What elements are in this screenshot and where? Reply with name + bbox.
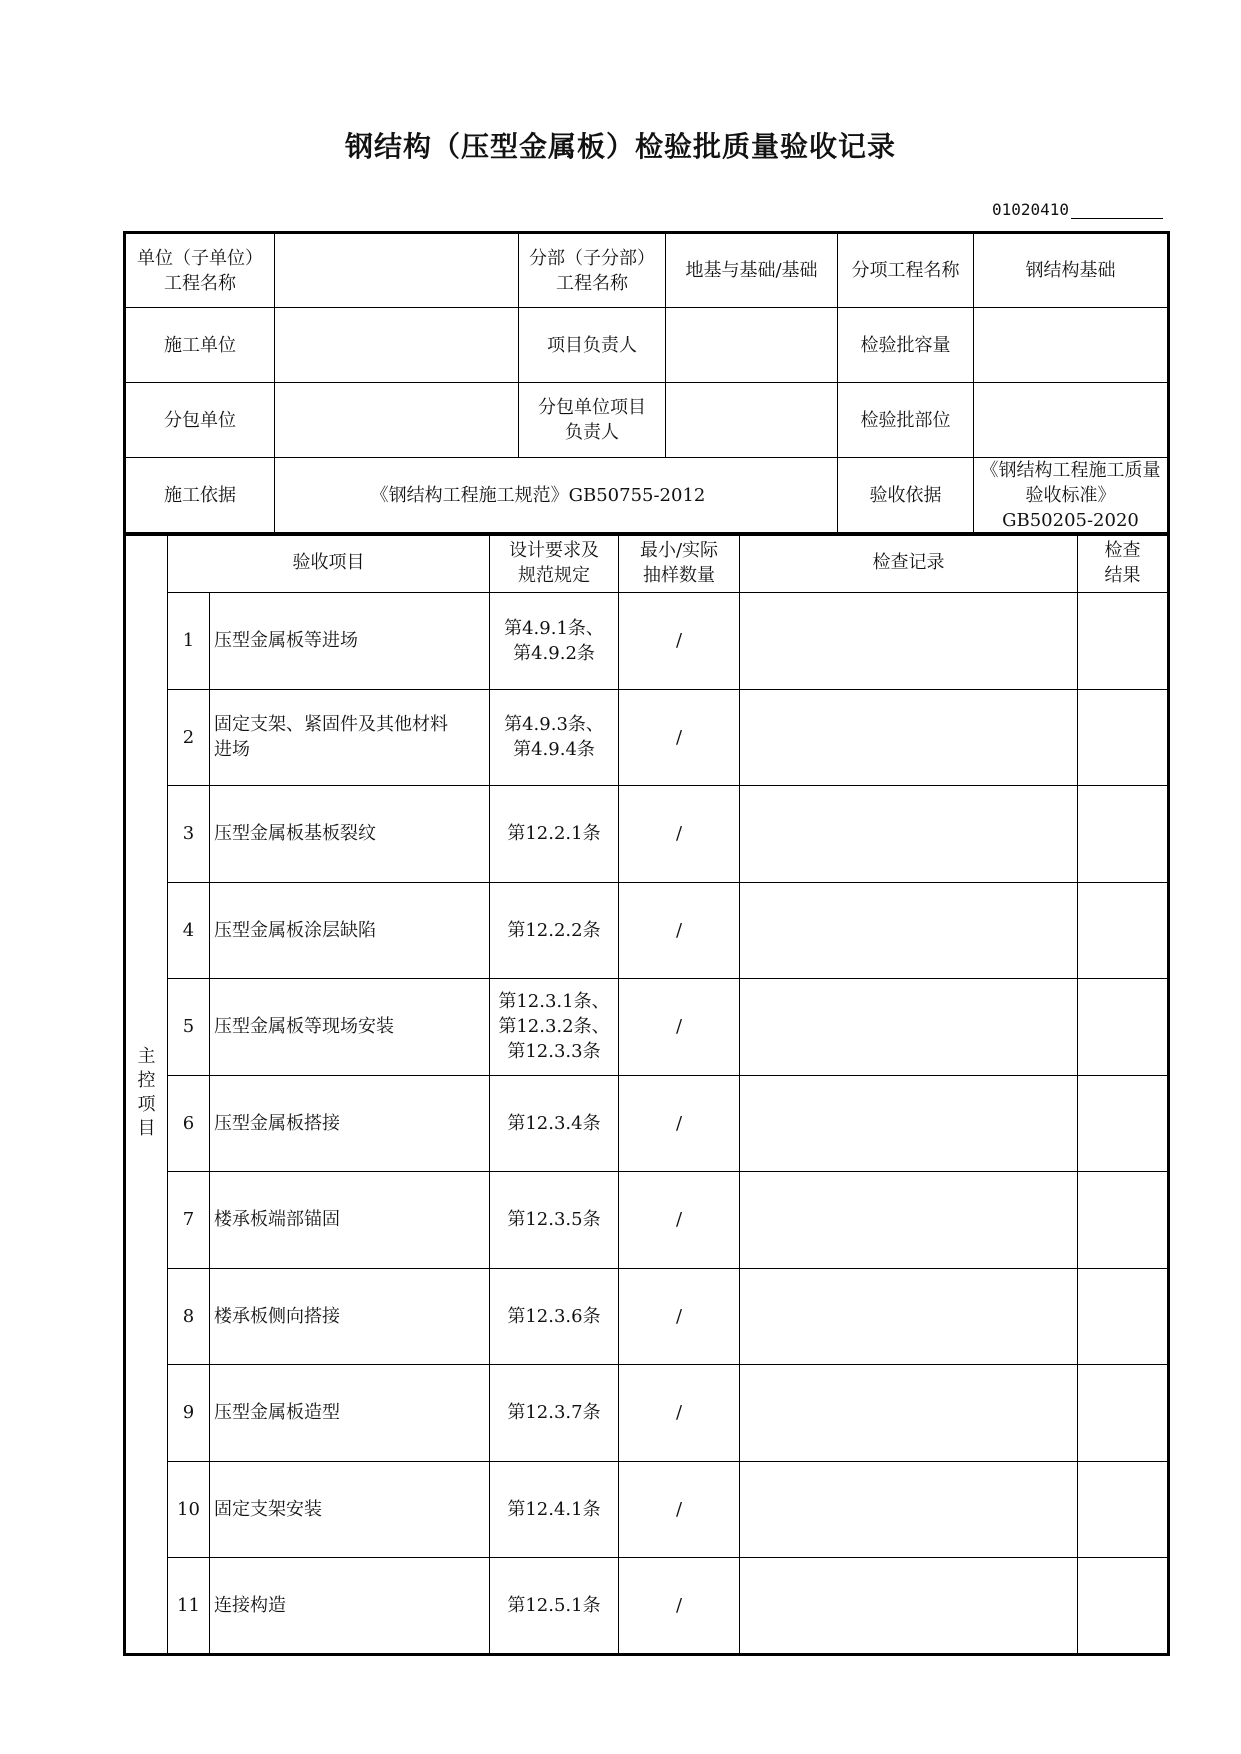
row-item: 固定支架安装 xyxy=(210,1461,490,1558)
header-row-4 xyxy=(125,458,1169,535)
row-number: 7 xyxy=(168,1172,210,1269)
row-item: 固定支架、紧固件及其他材料 进场 xyxy=(210,689,490,786)
table-row xyxy=(125,1558,1169,1655)
row-item: 压型金属板造型 xyxy=(210,1365,490,1462)
row-clause: 第12.2.2条 xyxy=(490,882,619,979)
table-row xyxy=(125,882,1169,979)
row-record[interactable] xyxy=(740,786,1078,883)
row-record[interactable] xyxy=(740,593,1078,690)
table-row xyxy=(125,1075,1169,1172)
row-clause: 第12.3.5条 xyxy=(490,1172,619,1269)
row-record[interactable] xyxy=(740,1075,1078,1172)
row-sample[interactable]: / xyxy=(619,1268,740,1365)
row-clause: 第12.4.1条 xyxy=(490,1461,619,1558)
row-result[interactable] xyxy=(1078,1268,1169,1365)
document-number xyxy=(992,200,1170,219)
document-number-line xyxy=(1071,204,1163,219)
sub-pm-value[interactable] xyxy=(666,383,838,458)
capacity-value[interactable] xyxy=(974,308,1169,383)
row-record[interactable] xyxy=(740,1461,1078,1558)
row-number: 3 xyxy=(168,786,210,883)
pm-value[interactable] xyxy=(666,308,838,383)
row-sample[interactable]: / xyxy=(619,979,740,1076)
row-sample[interactable]: / xyxy=(619,786,740,883)
row-number: 1 xyxy=(168,593,210,690)
row-sample[interactable]: / xyxy=(619,689,740,786)
row-record[interactable] xyxy=(740,979,1078,1076)
row-number: 5 xyxy=(168,979,210,1076)
location-value[interactable] xyxy=(974,383,1169,458)
row-item: 压型金属板等进场 xyxy=(210,593,490,690)
contractor-value[interactable] xyxy=(275,308,519,383)
row-clause: 第12.3.1条、 第12.3.2条、 第12.3.3条 xyxy=(490,979,619,1076)
table-row xyxy=(125,1268,1169,1365)
row-clause: 第12.5.1条 xyxy=(490,1558,619,1655)
row-number: 2 xyxy=(168,689,210,786)
header-row-1 xyxy=(125,233,1169,308)
basis-label: 施工依据 xyxy=(125,458,275,535)
document-code: 01020410 xyxy=(992,200,1070,219)
row-number: 10 xyxy=(168,1461,210,1558)
unit-label: 单位（子单位） 工程名称 xyxy=(125,233,275,308)
row-record[interactable] xyxy=(740,1268,1078,1365)
subitem-value[interactable]: 钢结构基础 xyxy=(974,233,1169,308)
row-result[interactable] xyxy=(1078,1075,1169,1172)
table-row xyxy=(125,593,1169,690)
row-number: 6 xyxy=(168,1075,210,1172)
row-number: 8 xyxy=(168,1268,210,1365)
row-clause: 第12.3.7条 xyxy=(490,1365,619,1462)
row-record[interactable] xyxy=(740,882,1078,979)
row-number: 11 xyxy=(168,1558,210,1655)
table-row xyxy=(125,689,1169,786)
col-header-item: 验收项目 xyxy=(168,533,490,593)
row-item: 楼承板侧向搭接 xyxy=(210,1268,490,1365)
header-row-2 xyxy=(125,308,1169,383)
row-clause: 第12.2.1条 xyxy=(490,786,619,883)
row-clause: 第4.9.3条、 第4.9.4条 xyxy=(490,689,619,786)
row-result[interactable] xyxy=(1078,979,1169,1076)
table-row xyxy=(125,1172,1169,1269)
row-clause: 第12.3.4条 xyxy=(490,1075,619,1172)
row-record[interactable] xyxy=(740,1558,1078,1655)
division-label: 分部（子分部） 工程名称 xyxy=(519,233,666,308)
row-result[interactable] xyxy=(1078,689,1169,786)
col-header-design: 设计要求及 规范规定 xyxy=(490,533,619,593)
basis-value[interactable]: 《钢结构工程施工规范》GB50755-2012 xyxy=(275,458,838,535)
row-sample[interactable]: / xyxy=(619,1461,740,1558)
row-item: 压型金属板等现场安装 xyxy=(210,979,490,1076)
subitem-label: 分项工程名称 xyxy=(838,233,974,308)
unit-value[interactable] xyxy=(275,233,519,308)
row-item: 压型金属板涂层缺陷 xyxy=(210,882,490,979)
col-header-result: 检查 结果 xyxy=(1078,533,1169,593)
row-item: 楼承板端部锚固 xyxy=(210,1172,490,1269)
row-record[interactable] xyxy=(740,1365,1078,1462)
page-title: 钢结构（压型金属板）检验批质量验收记录 xyxy=(344,130,896,163)
pm-label: 项目负责人 xyxy=(519,308,666,383)
division-value[interactable]: 地基与基础/基础 xyxy=(666,233,838,308)
row-sample[interactable]: / xyxy=(619,1558,740,1655)
col-header-sample: 最小/实际 抽样数量 xyxy=(619,533,740,593)
row-result[interactable] xyxy=(1078,882,1169,979)
row-sample[interactable]: / xyxy=(619,1365,740,1462)
subcontractor-label: 分包单位 xyxy=(125,383,275,458)
items-header-row xyxy=(125,533,1169,593)
row-record[interactable] xyxy=(740,1172,1078,1269)
row-sample[interactable]: / xyxy=(619,1172,740,1269)
row-sample[interactable]: / xyxy=(619,1075,740,1172)
row-result[interactable] xyxy=(1078,1172,1169,1269)
col-header-record: 检查记录 xyxy=(740,533,1078,593)
table-row xyxy=(125,1365,1169,1462)
capacity-label: 检验批容量 xyxy=(838,308,974,383)
row-item: 压型金属板基板裂纹 xyxy=(210,786,490,883)
table-row xyxy=(125,786,1169,883)
header-row-3 xyxy=(125,383,1169,458)
row-number: 9 xyxy=(168,1365,210,1462)
subcontractor-value[interactable] xyxy=(275,383,519,458)
row-result[interactable] xyxy=(1078,1461,1169,1558)
table-row xyxy=(125,1461,1169,1558)
contractor-label: 施工单位 xyxy=(125,308,275,383)
row-item: 连接构造 xyxy=(210,1558,490,1655)
acceptance-basis-label: 验收依据 xyxy=(838,458,974,535)
row-clause: 第12.3.6条 xyxy=(490,1268,619,1365)
row-sample[interactable]: / xyxy=(619,593,740,690)
section-label: 主 控 项 目 xyxy=(125,533,168,1655)
row-sample[interactable]: / xyxy=(619,882,740,979)
sub-pm-label: 分包单位项目 负责人 xyxy=(519,383,666,458)
location-label: 检验批部位 xyxy=(838,383,974,458)
items-table xyxy=(123,532,1170,1656)
row-number: 4 xyxy=(168,882,210,979)
row-result[interactable] xyxy=(1078,786,1169,883)
row-record[interactable] xyxy=(740,689,1078,786)
table-row xyxy=(125,979,1169,1076)
row-result[interactable] xyxy=(1078,1365,1169,1462)
acceptance-basis-value[interactable]: 《钢结构工程施工质量验收标准》 GB50205-2020 xyxy=(974,458,1169,535)
row-result[interactable] xyxy=(1078,1558,1169,1655)
header-table xyxy=(123,231,1170,536)
row-item: 压型金属板搭接 xyxy=(210,1075,490,1172)
row-result[interactable] xyxy=(1078,593,1169,690)
row-clause: 第4.9.1条、 第4.9.2条 xyxy=(490,593,619,690)
